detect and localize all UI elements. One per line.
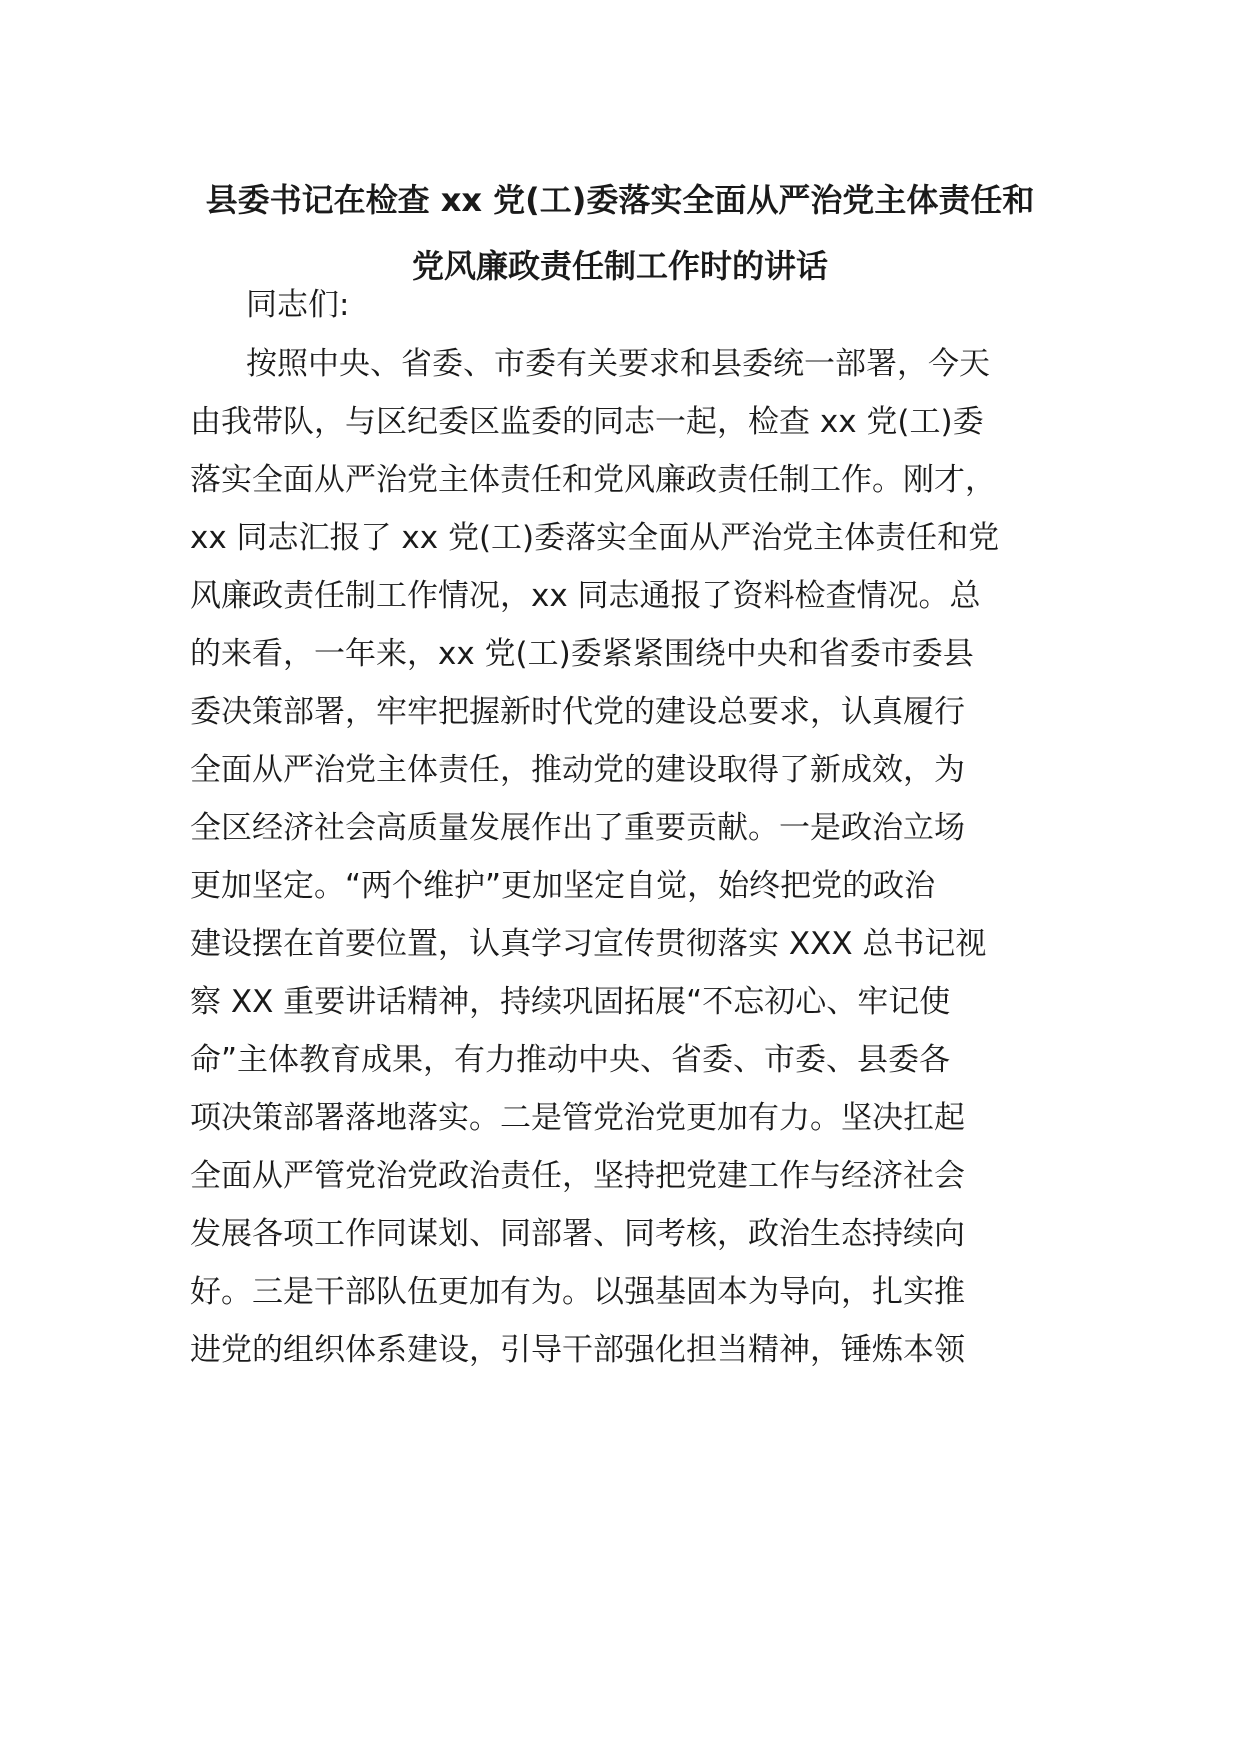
paragraph-line: 的来看，一年来，xx 党(工)委紧紧围绕中央和省委市委县 xyxy=(190,636,974,672)
paragraph-line: 更加坚定。“两个维护”更加坚定自觉，始终把党的政治 xyxy=(190,868,936,904)
paragraph-line: 发展各项工作同谋划、同部署、同考核，政治生态持续向 xyxy=(190,1216,965,1252)
paragraph-line: 按照中央、省委、市委有关要求和县委统一部署，今天 xyxy=(246,346,990,382)
paragraph-line: 项决策部署落地落实。二是管党治党更加有力。坚决扛起 xyxy=(190,1100,965,1136)
paragraph-line: 察 XX 重要讲话精神，持续巩固拓展“不忘初心、牢记使 xyxy=(190,984,951,1020)
paragraph-line: 委决策部署，牢牢把握新时代党的建设总要求，认真履行 xyxy=(190,694,965,730)
paragraph-line: 由我带队，与区纪委区监委的同志一起，检查 xx 党(工)委 xyxy=(190,404,984,440)
document-title-line-2: 党风廉政责任制工作时的讲话 xyxy=(411,247,828,285)
paragraph-line: 全面从严管党治党政治责任，坚持把党建工作与经济社会 xyxy=(190,1158,965,1194)
paragraph-line: 命”主体教育成果，有力推动中央、省委、市委、县委各 xyxy=(190,1042,951,1078)
document-title-line-1: 县委书记在检查 xx 党(工)委落实全面从严治党主体责任和 xyxy=(205,181,1035,219)
paragraph-line: 建设摆在首要位置，认真学习宣传贯彻落实 XXX 总书记视 xyxy=(190,926,987,962)
paragraph-line: 进党的组织体系建设，引导干部强化担当精神，锤炼本领 xyxy=(190,1332,965,1368)
paragraph-line: 好。三是干部队伍更加有为。以强基固本为导向，扎实推 xyxy=(190,1274,965,1310)
paragraph-line: 全区经济社会高质量发展作出了重要贡献。一是政治立场 xyxy=(190,810,965,846)
paragraph-line: 全面从严治党主体责任，推动党的建设取得了新成效，为 xyxy=(190,752,965,788)
paragraph-line: 落实全面从严治党主体责任和党风廉政责任制工作。刚才， xyxy=(190,462,996,498)
paragraph-line: xx 同志汇报了 xx 党(工)委落实全面从严治党主体责任和党 xyxy=(190,520,1000,556)
salutation: 同志们: xyxy=(246,287,350,323)
paragraph-line: 风廉政责任制工作情况，xx 同志通报了资料检查情况。总 xyxy=(190,578,981,614)
